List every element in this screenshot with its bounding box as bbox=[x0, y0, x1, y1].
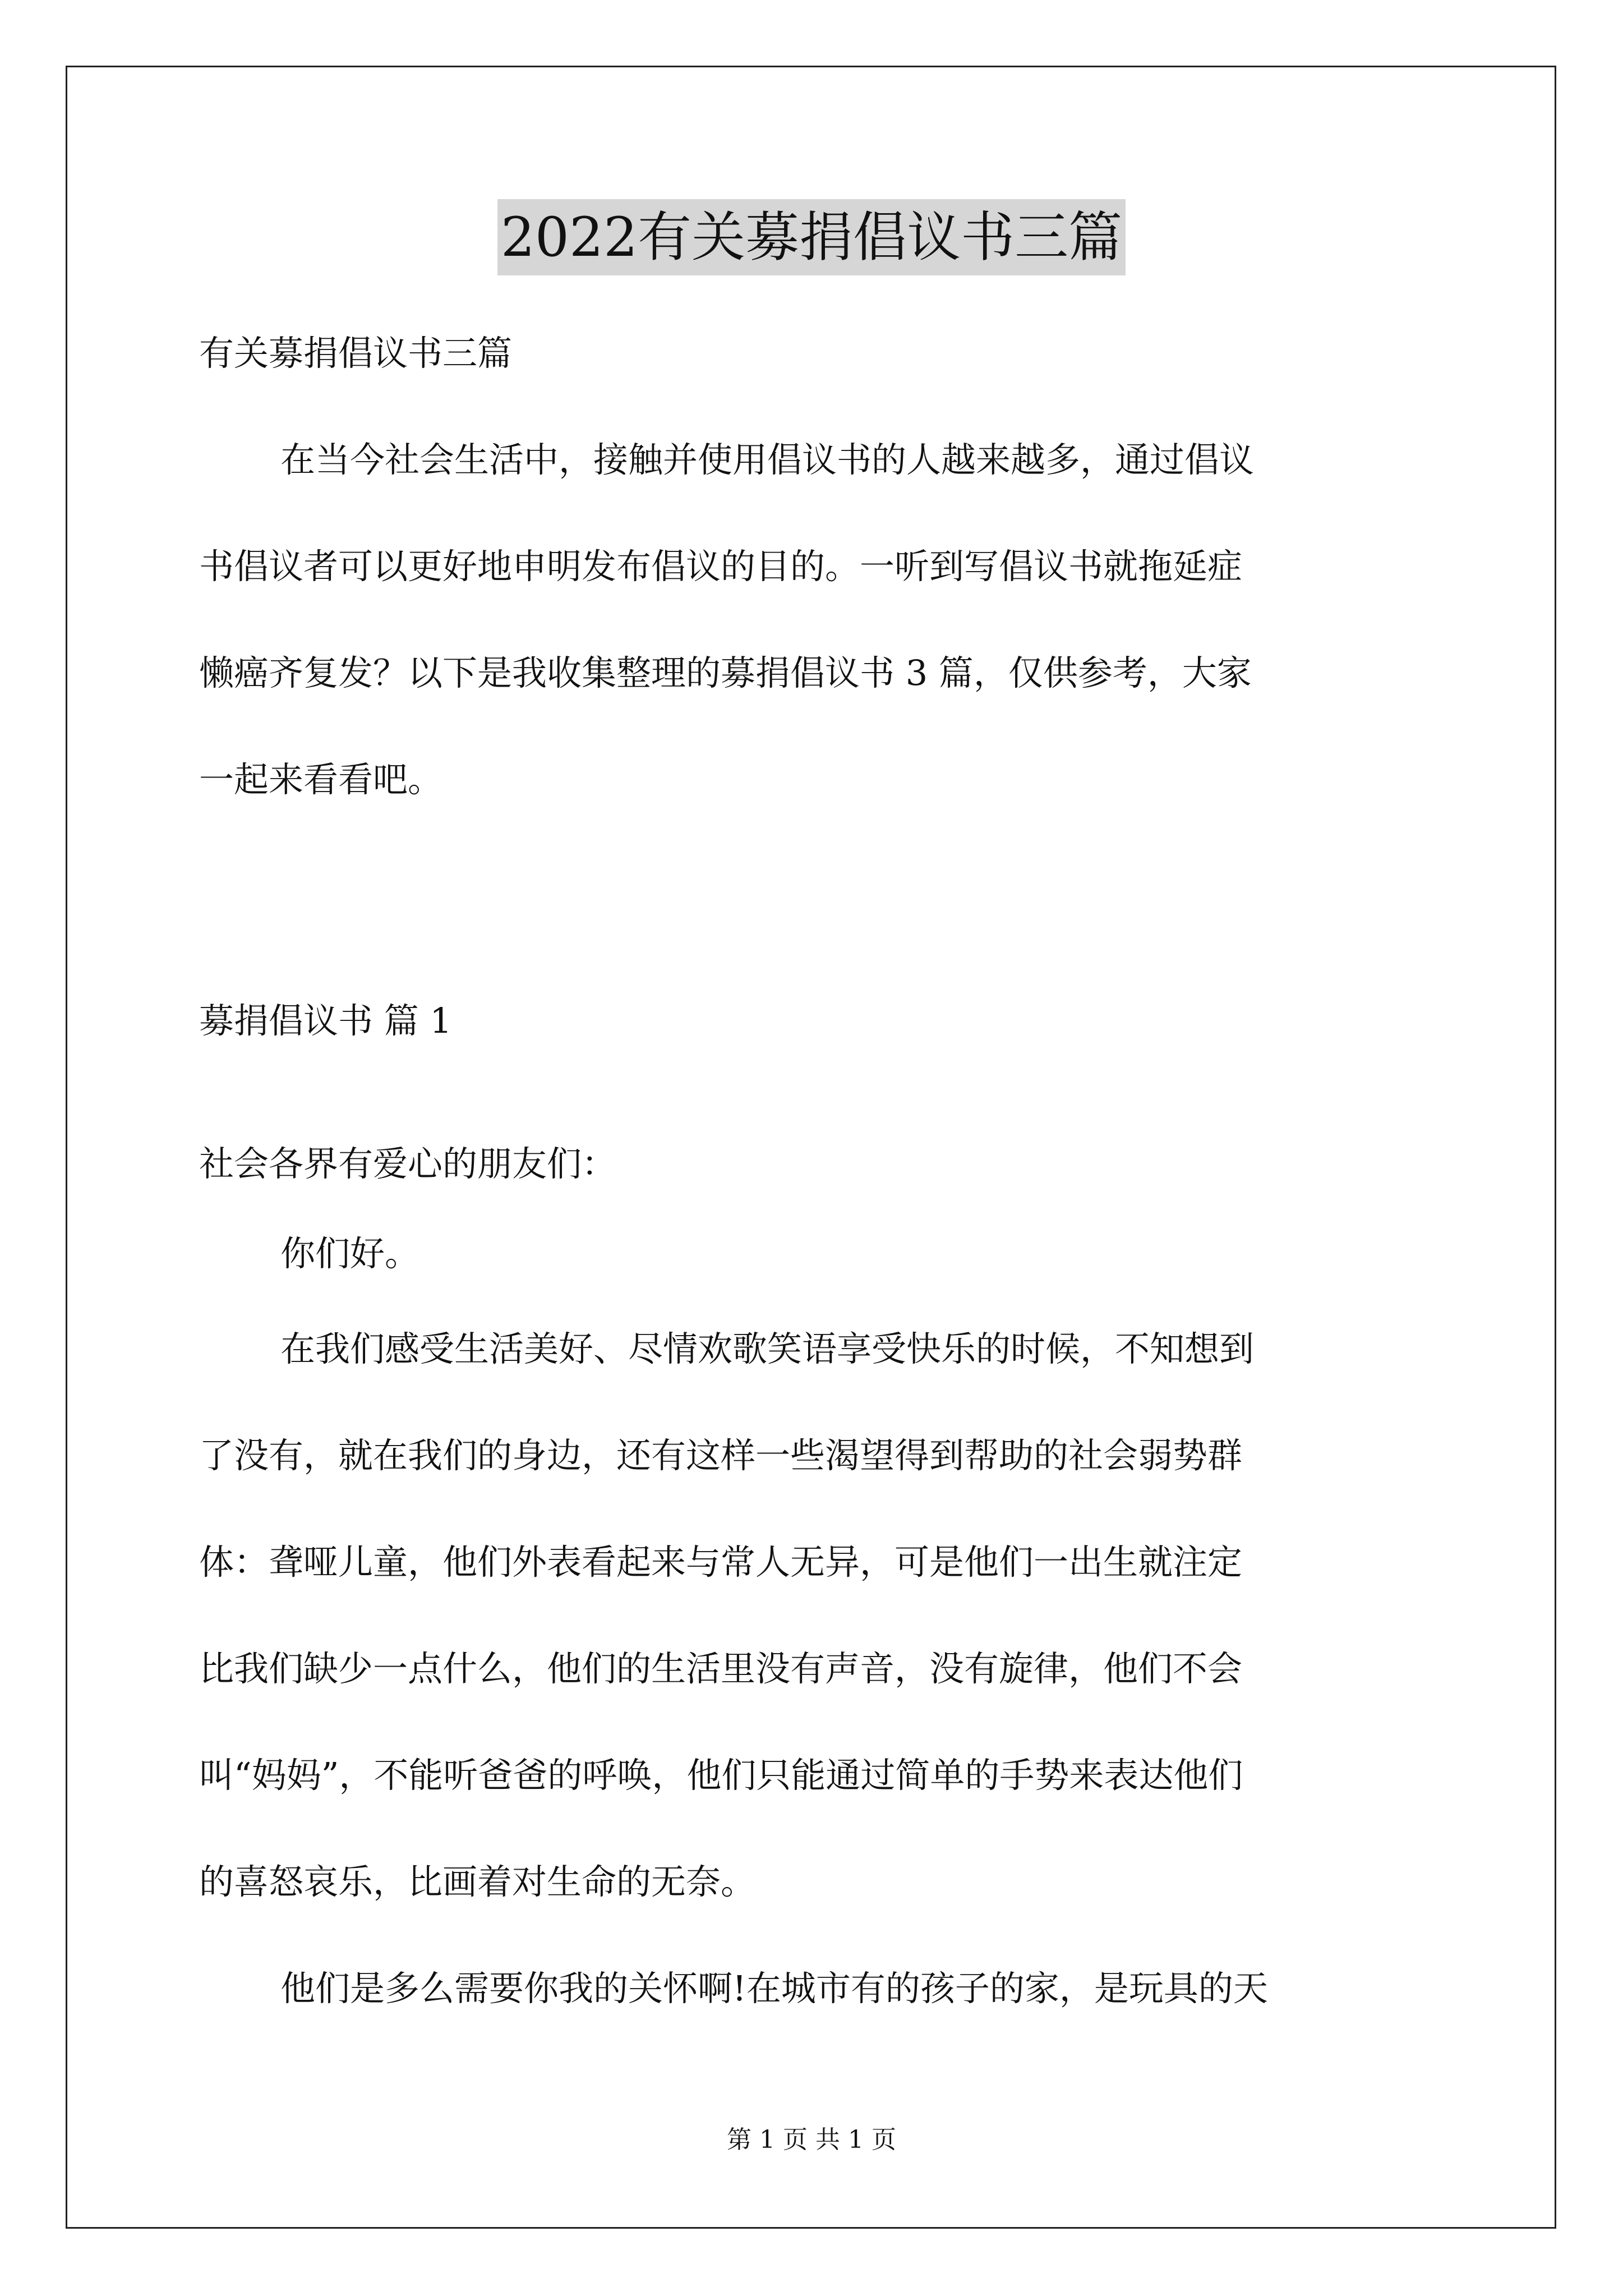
section-heading: 募捐倡议书 篇 1 bbox=[199, 1000, 452, 1041]
greeting-line: 你们好。 bbox=[280, 1233, 420, 1274]
paragraph-line: 了没有，就在我们的身边，还有这样一些渴望得到帮助的社会弱势群 bbox=[199, 1435, 1243, 1476]
paragraph-line: 一起来看看吧。 bbox=[199, 759, 443, 800]
document-title: 2022有关募捐倡议书三篇 bbox=[497, 199, 1126, 275]
paragraph-line: 书倡议者可以更好地申明发布倡议的目的。一听到写倡议书就拖延症 bbox=[199, 546, 1243, 587]
paragraph-line: 体：聋哑儿童，他们外表看起来与常人无异，可是他们一出生就注定 bbox=[199, 1542, 1243, 1582]
subtitle-line: 有关募捐倡议书三篇 bbox=[199, 333, 513, 374]
paragraph-line: 的喜怒哀乐，比画着对生命的无奈。 bbox=[199, 1861, 756, 1902]
title-container bbox=[0, 199, 1623, 275]
paragraph-line: 在当今社会生活中，接触并使用倡议书的人越来越多，通过倡议 bbox=[280, 439, 1255, 480]
page-footer: 第 1 页 共 1 页 bbox=[727, 2125, 896, 2154]
paragraph-line: 在我们感受生活美好、尽情欢歌笑语享受快乐的时候，不知想到 bbox=[280, 1328, 1255, 1369]
paragraph-line: 叫“妈妈”，不能听爸爸的呼唤，他们只能通过简单的手势来表达他们 bbox=[199, 1755, 1243, 1796]
paragraph-line: 懒癌齐复发？以下是我收集整理的募捐倡议书 3 篇，仅供参考，大家 bbox=[199, 652, 1252, 693]
salutation-line: 社会各界有爱心的朋友们： bbox=[199, 1143, 617, 1184]
paragraph-line: 比我们缺少一点什么，他们的生活里没有声音，没有旋律，他们不会 bbox=[199, 1648, 1243, 1689]
paragraph-line: 他们是多么需要你我的关怀啊!在城市有的孩子的家，是玩具的天 bbox=[280, 1968, 1268, 2009]
